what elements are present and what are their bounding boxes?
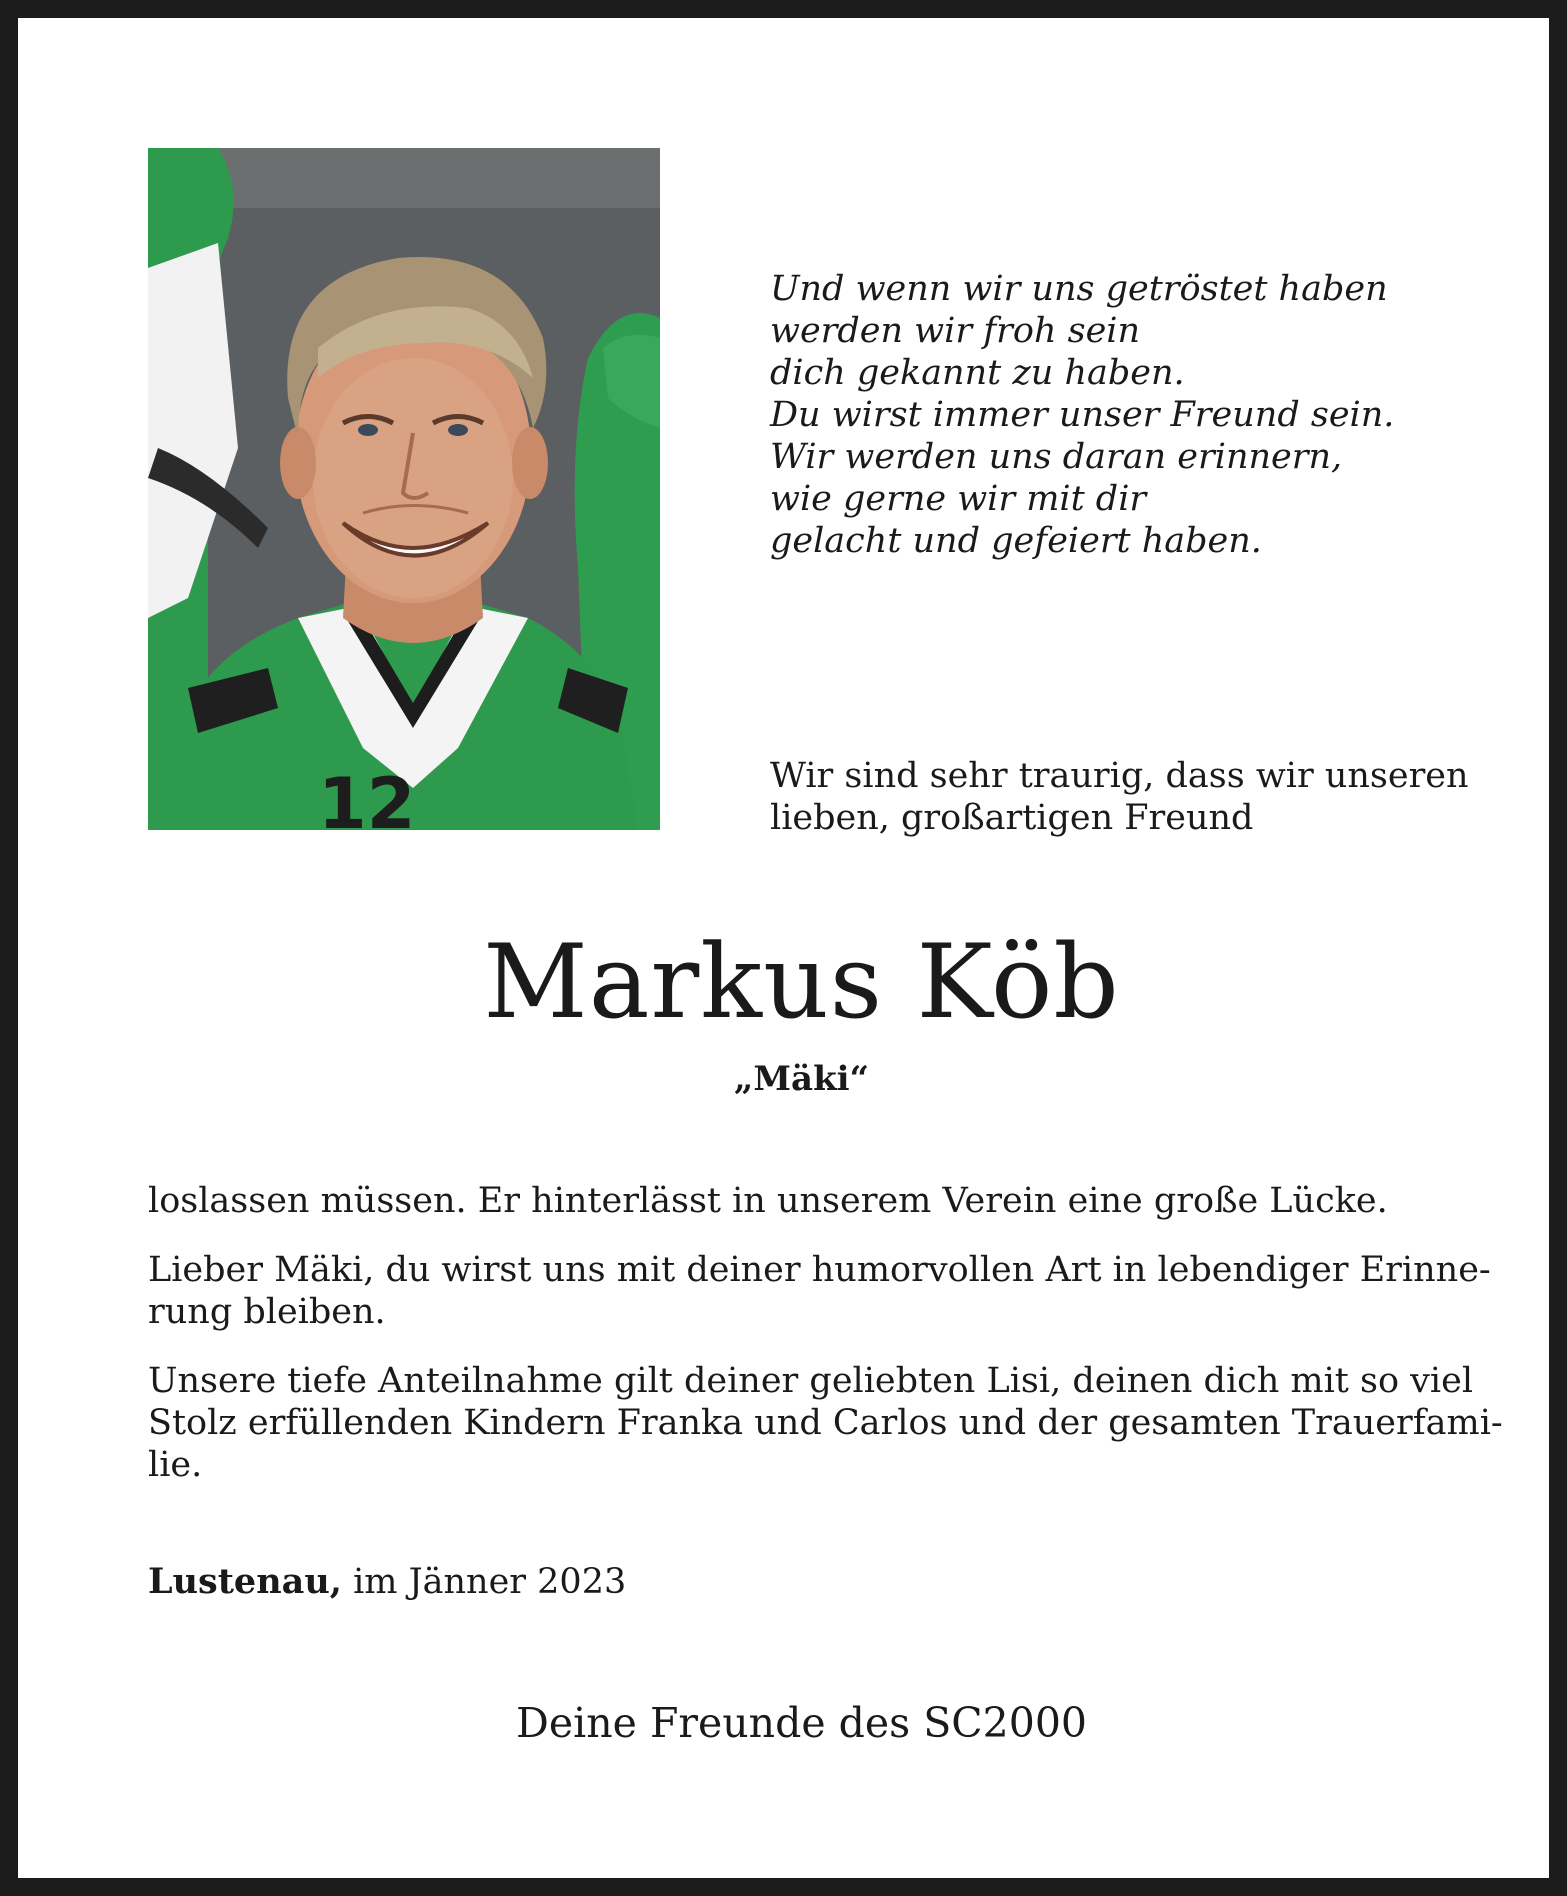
body-line: rung bleiben. — [148, 1292, 386, 1332]
place-date-text: im Jänner 2023 — [353, 1562, 627, 1602]
body-line: Stolz erfüllenden Kindern Franka und Carlos und der gesamten Trauerfami- — [148, 1403, 1503, 1443]
poem-line: Wir werden uns daran erinnern, — [770, 437, 1343, 477]
body-line: Unsere tiefe Anteilnahme gilt deiner geliebten Lisi, deinen dich mit so viel — [148, 1361, 1474, 1401]
intro-line: Wir sind sehr traurig, dass wir unseren — [770, 756, 1469, 796]
portrait-photo-image — [148, 148, 660, 830]
poem-line: Und wenn wir uns getröstet haben — [770, 269, 1388, 309]
poem-line: werden wir froh sein — [770, 311, 1141, 351]
body-paragraph — [148, 1249, 1491, 1333]
body-line: loslassen müssen. Er hinterlässt in unserem Verein eine große Lücke. — [148, 1181, 1388, 1221]
body-paragraph — [148, 1360, 1503, 1486]
poem-line: dich gekannt zu haben. — [770, 353, 1185, 393]
intro-text — [770, 755, 1490, 839]
deceased-nickname: „Mäki“ — [733, 1059, 870, 1099]
portrait-photo — [148, 148, 660, 830]
place-city: Lustenau, — [148, 1561, 342, 1602]
svg-text:12: 12 — [318, 763, 416, 830]
body-line: lie. — [148, 1445, 203, 1485]
signature: Deine Freunde des SC2000 — [516, 1699, 1087, 1747]
body-text — [148, 1180, 1503, 1513]
poem — [770, 268, 1470, 562]
body-paragraph — [148, 1180, 1458, 1222]
poem-line: Du wirst immer unser Freund sein. — [770, 395, 1395, 435]
place-date — [148, 1561, 626, 1603]
poem-line: gelacht und gefeiert haben. — [770, 521, 1262, 561]
intro-line: lieben, großartigen Freund — [770, 798, 1254, 838]
deceased-name: Markus Köb — [483, 923, 1120, 1042]
poem-line: wie gerne wir mit dir — [770, 479, 1147, 519]
body-line: Lieber Mäki, du wirst uns mit deiner humorvollen Art in lebendiger Erinne- — [148, 1250, 1491, 1290]
